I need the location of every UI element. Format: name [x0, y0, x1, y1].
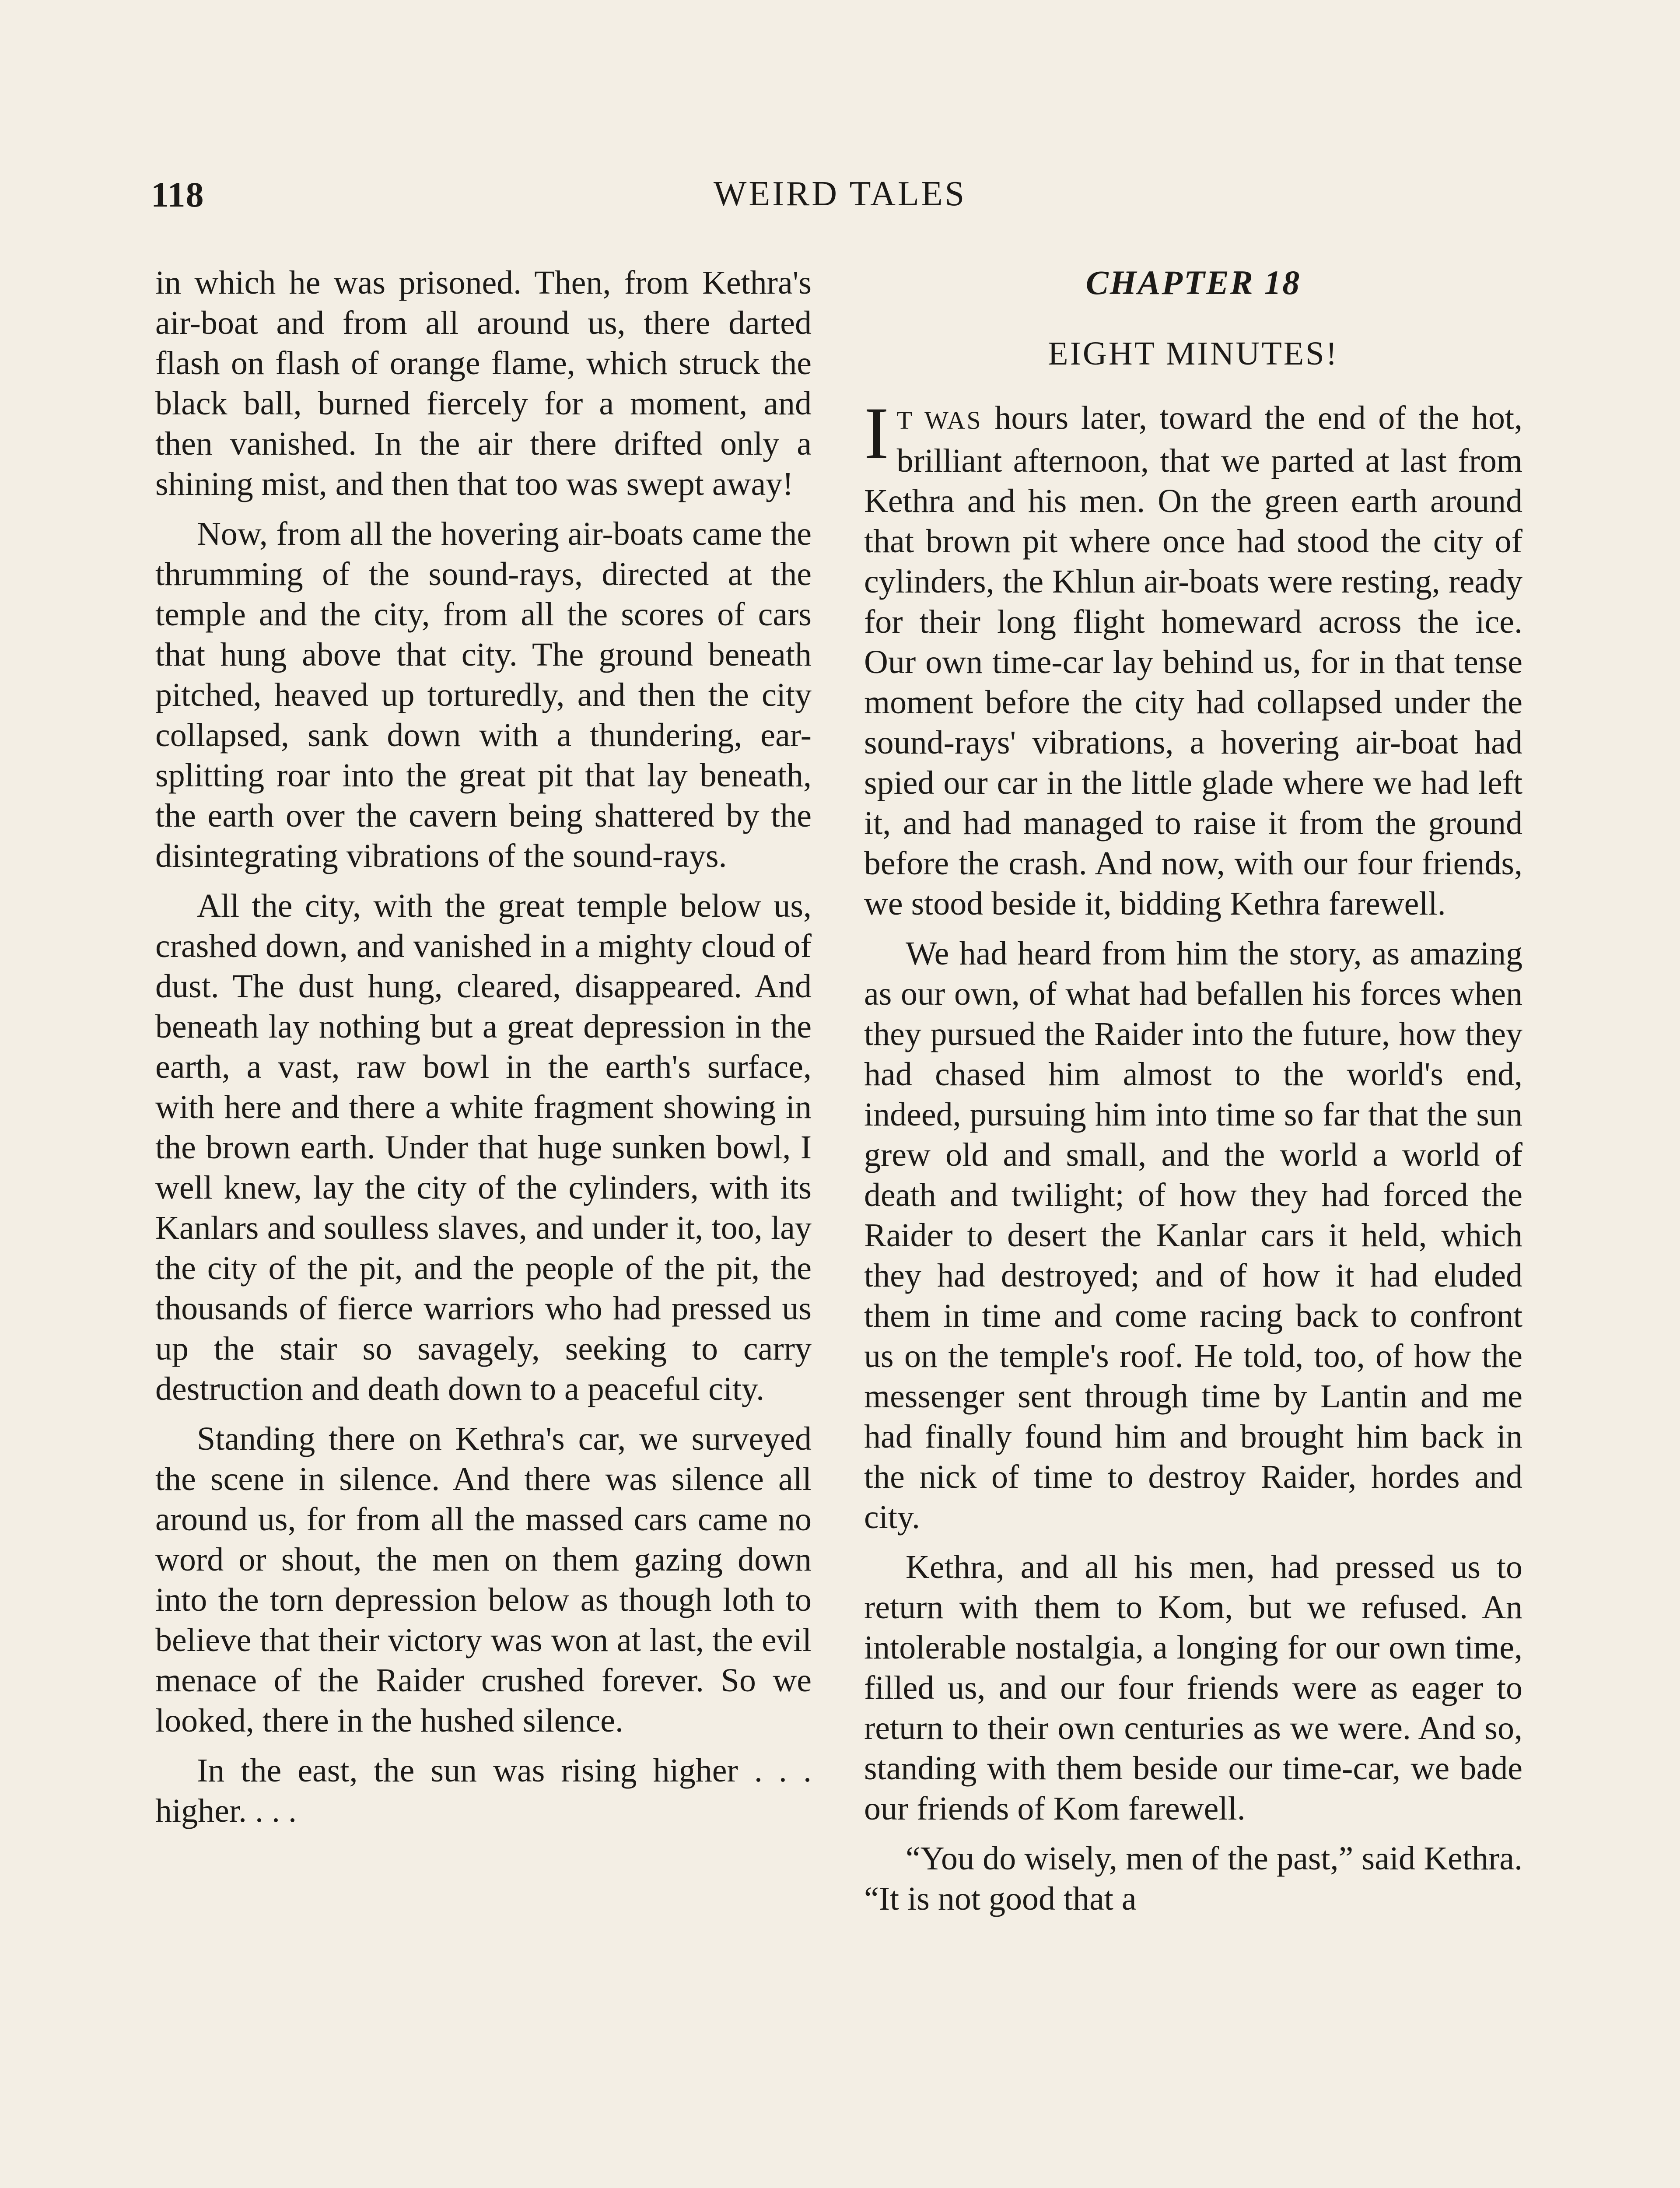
paragraph: Standing there on Kethra's car, we surveyed the scene in silence. And there was silence all around us, for from all the massed cars came no word or shout, the men on them gazing down into the torn depression below as though loth to believe that their victory was won at last, the evil menace of the Raider crushed forever. So we looked, there in the hushed silence.	[155, 1420, 812, 1739]
paragraph: Now, from all the hovering air-boats came the thrumming of the sound-rays, directed at the temple and the city, from all the scores of cars that hung above that city. The ground beneath pitched, heaved up torturedly, and then the city collapsed, sank down with a thundering, ear-splitting roar into the great pit that lay beneath, the earth over the cavern being shattered by the disintegrating vibrations of the sound-rays.	[155, 515, 812, 874]
paragraph: “You do wisely, men of the past,” said Kethra. “It is not good that a	[864, 1840, 1522, 1917]
running-title: WEIRD TALES	[713, 175, 967, 213]
opening-text: hours later, toward the end of the hot, brilliant afternoon, that we parted at last from Kethra and his men. On the green earth around that brown pit where once had stood the city of cylinders, the Khlun air-boats were resting, ready for their long flight homeward across the ice. Our own time-car lay behind us, for in that tense moment before the city had collapsed under the sound-rays' vibrations, a hovering air-boat had spied our car in the little glade where we had left it, and had managed to raise it from the ground before the crash. And now, with our four friends, we stood beside it, bidding Kethra farewell.	[864, 400, 1522, 922]
paragraph: We had heard from him the story, as amazing as our own, of what had befallen his forces when they pursued the Raider into the future, how they had chased him almost to the world's end, indeed, pursuing him into time so far that the sun grew old and small, and the world a world of death and twilight; of how they had forced the Raider to desert the Kanlar cars it held, which they had destroyed; and of how it had eluded them in time and come racing back to confront us on the temple's roof. He told, too, of how the messenger sent through time by Lantin and me had finally found him and brought him back in the nick of time to destroy Raider, hordes and city.	[864, 935, 1522, 1536]
small-caps-lead: T WAS	[896, 406, 982, 435]
opening-paragraph	[864, 392, 1522, 924]
paragraph: All the city, with the great temple below us, crashed down, and vanished in a mighty cloud of dust. The dust hung, cleared, disappeared. And beneath lay nothing but a great depression in the earth, a vast, raw bowl in the earth's surface, with here and there a white fragment showing in the brown earth. Under that huge sunken bowl, I well knew, lay the city of the cylinders, with its Kanlars and soulless slaves, and under it, too, lay the city of the pit, and the people of the pit, the thousands of fierce warriors who had pressed us up the stair so savagely, seeking to carry destruction and death down to a peaceful city.	[155, 887, 812, 1407]
page-number: 118	[151, 175, 204, 214]
drop-cap: I	[864, 392, 889, 474]
chapter-number: CHAPTER 18	[1085, 263, 1301, 302]
paragraph: In the east, the sun was rising higher . . . higher. . . .	[155, 1752, 812, 1829]
paragraph: in which he was prisoned. Then, from Kethra's air-boat and from all around us, there darted flash on flash of orange flame, which struck the black ball, burned fiercely for a moment, and then vanished. In the air there drifted only a shining mist, and then that too was swept away!	[155, 264, 812, 502]
right-column	[864, 263, 1522, 1929]
chapter-title: EIGHT MINUTES!	[1048, 335, 1339, 372]
left-column	[155, 263, 812, 1841]
paragraph: Kethra, and all his men, had pressed us to return with them to Kom, but we refused. An intolerable nostalgia, a longing for our own time, filled us, and our four friends were as eager to return to their own centuries as we were. And so, standing with them beside our time-car, we bade our friends of Kom farewell.	[864, 1549, 1522, 1827]
